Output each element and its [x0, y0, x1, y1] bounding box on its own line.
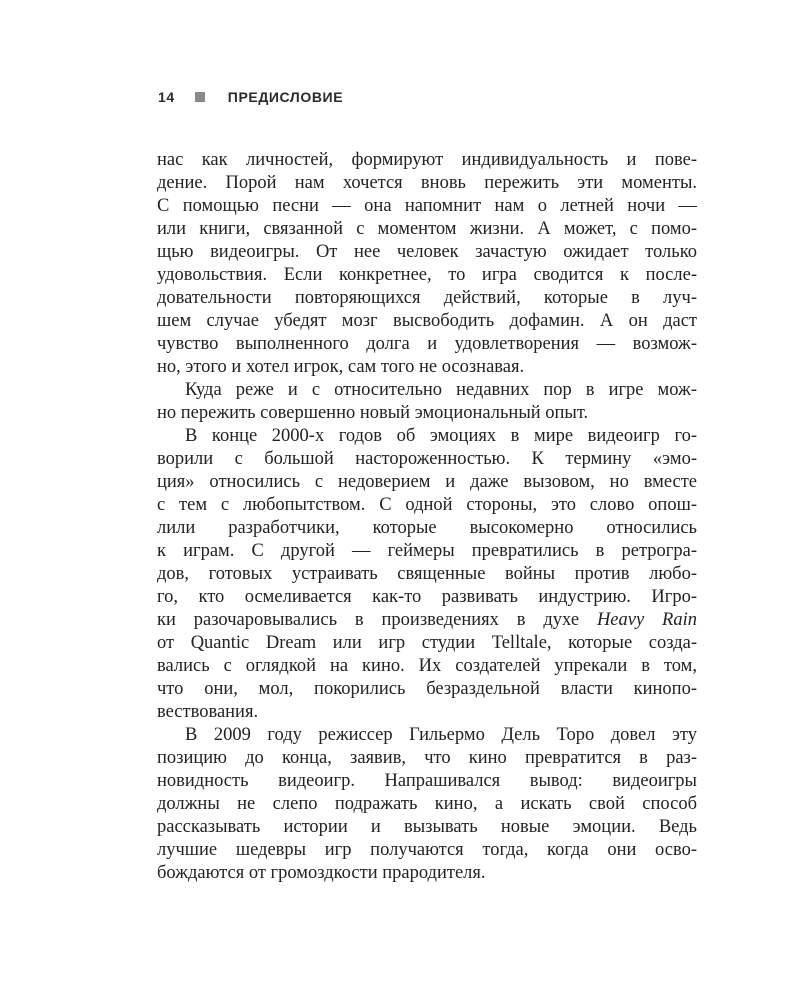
- text-line: го, кто осмеливается как-то развивать индустрию. Игро-: [157, 587, 697, 607]
- text-line: позицию до конца, заявив, что кино превратится в раз-: [157, 748, 697, 768]
- text-line-with-title: [157, 609, 697, 632]
- text-line: новидность видеоигр. Напрашивался вывод: видеоигры: [157, 771, 697, 791]
- text-line: нас как личностей, формируют индивидуальность и пове-: [157, 150, 697, 170]
- text-line: или книги, связанной с моментом жизни. А может, с помо-: [157, 219, 697, 239]
- text-line: щью видеоигры. От нее человек зачастую ожидает только: [157, 242, 697, 262]
- text-line: шем случае убедят мозг высвободить дофамин. А он даст: [157, 311, 697, 331]
- text-line: с тем с любопытством. С одной стороны, это слово опош-: [157, 495, 697, 515]
- text-line: лучшие шедевры игр получаются тогда, когда они осво-: [157, 840, 697, 860]
- text-line: ция» относились с недоверием и даже вызовом, но вместе: [157, 472, 697, 492]
- running-header: [158, 89, 343, 105]
- text-line: но пережить совершенно новый эмоциональный опыт.: [157, 403, 589, 423]
- text-fragment: ки разочаровывались в произведениях в духе: [157, 610, 597, 630]
- text-line: что они, мол, покорились безраздельной власти кинопо-: [157, 679, 697, 699]
- body-text: [157, 149, 697, 885]
- text-line: но, этого и хотел игрок, сам того не осознавая.: [157, 357, 525, 377]
- text-line: дов, готовых устраивать священные войны против любо-: [157, 564, 697, 584]
- text-line: рассказывать истории и вызывать новые эмоции. Ведь: [157, 817, 697, 837]
- text-line: С помощью песни — она напомнит нам о летней ночи —: [157, 196, 697, 216]
- paragraph-first-line: В 2009 году режиссер Гильермо Дель Торо довел эту: [185, 725, 697, 745]
- text-line: дение. Порой нам хочется вновь пережить эти моменты.: [157, 173, 697, 193]
- text-line: ворили с большой настороженностью. К термину «эмо-: [157, 449, 697, 469]
- text-line: удовольствия. Если конкретнее, то игра сводится к после-: [157, 265, 697, 285]
- text-line: вествования.: [157, 702, 259, 722]
- paragraph-first-line: Куда реже и с относительно недавних пор в игре мож-: [185, 380, 697, 400]
- text-line: чувство выполненного долга и удовлетворения — возмож-: [157, 334, 697, 354]
- separator-square-icon: [195, 92, 205, 102]
- text-line: лили разработчики, которые высокомерно относились: [157, 518, 697, 538]
- game-title-italic: Heavy Rain: [596, 610, 697, 630]
- text-line: от Quantic Dream или игр студии Telltale, которые созда-: [157, 633, 697, 653]
- text-line: вались с оглядкой на кино. Их создателей упрекали в том,: [157, 656, 697, 676]
- text-line: должны не слепо подражать кино, а искать свой способ: [157, 794, 697, 814]
- text-line: довательности повторяющихся действий, которые в луч-: [157, 288, 697, 308]
- page-number: 14: [158, 89, 175, 105]
- text-line: к играм. С другой — геймеры превратились в ретрогра-: [157, 541, 697, 561]
- section-title: ПРЕДИСЛОВИЕ: [227, 89, 344, 105]
- paragraph-first-line: В конце 2000-х годов об эмоциях в мире видеоигр го-: [185, 426, 697, 446]
- text-line: бождаются от громоздкости прародителя.: [157, 863, 486, 883]
